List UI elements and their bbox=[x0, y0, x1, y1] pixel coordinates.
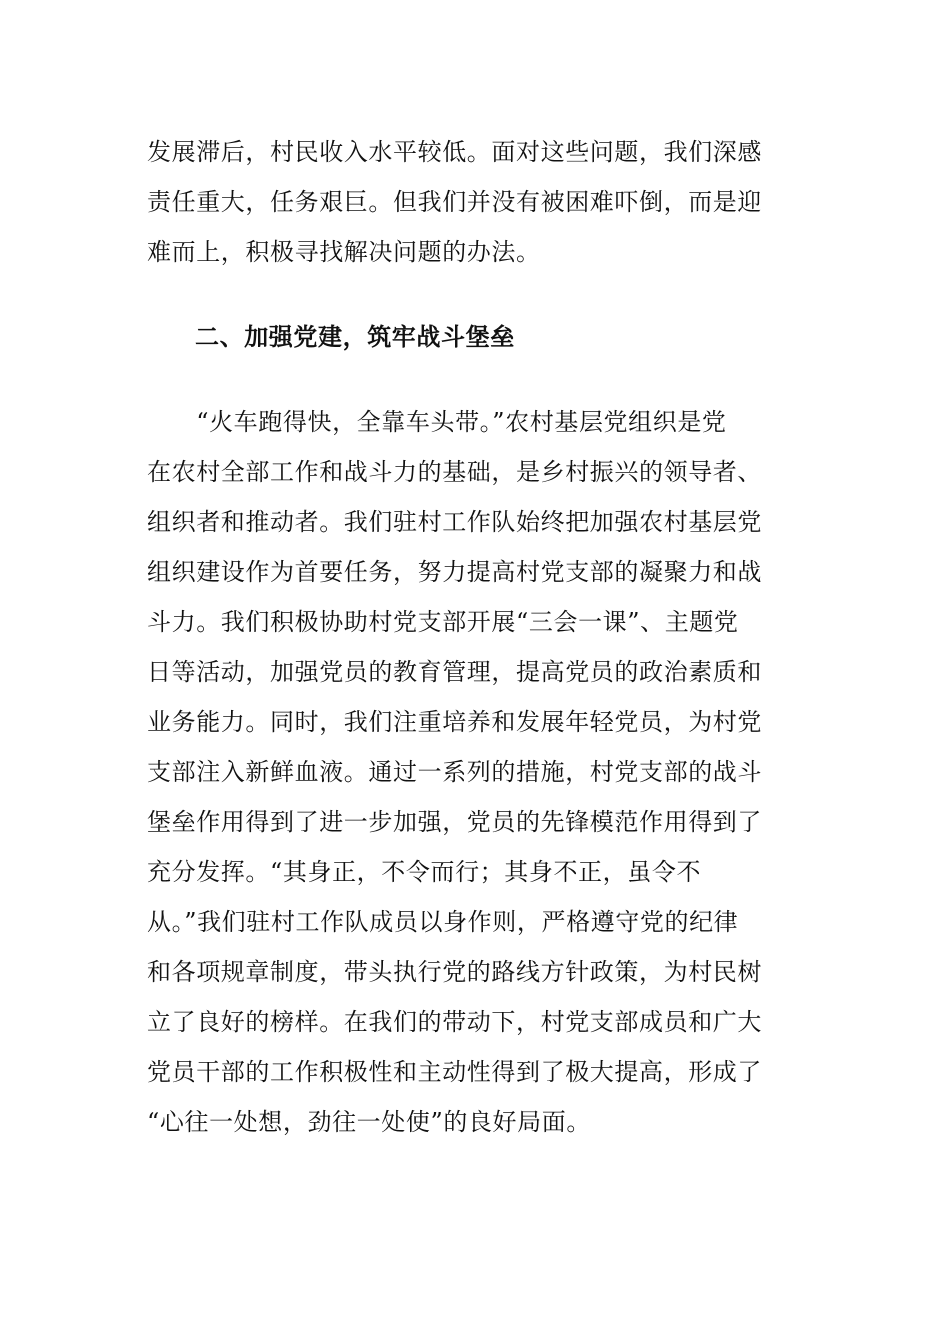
section-heading: 二、加强党建，筑牢战斗堡垒 bbox=[195, 322, 515, 351]
paragraph-line: 日等活动，加强党员的教育管理，提高党员的政治素质和 bbox=[147, 658, 762, 686]
paragraph-line: 责任重大，任务艰巨。但我们并没有被困难吓倒，而是迎 bbox=[147, 188, 762, 216]
paragraph-line: “火车跑得快，全靠车头带。”农村基层党组织是党 bbox=[147, 408, 727, 436]
paragraph-line: “心往一处想，劲往一处使”的良好局面。 bbox=[147, 1108, 591, 1136]
paragraph-line: 立了良好的榜样。在我们的带动下，村党支部成员和广大 bbox=[147, 1008, 762, 1036]
paragraph-line: 和各项规章制度，带头执行党的路线方针政策，为村民树 bbox=[147, 958, 762, 986]
paragraph-line: 充分发挥。“其身正，不令而行；其身不正，虽令不 bbox=[147, 858, 702, 886]
paragraph-line: 业务能力。同时，我们注重培养和发展年轻党员，为村党 bbox=[147, 708, 762, 736]
paragraph-line: 从。”我们驻村工作队成员以身作则，严格遵守党的纪律 bbox=[147, 908, 739, 936]
paragraph-line: 堡垒作用得到了进一步加强，党员的先锋模范作用得到了 bbox=[147, 808, 762, 836]
paragraph-line: 党员干部的工作积极性和主动性得到了极大提高，形成了 bbox=[147, 1058, 762, 1086]
paragraph-line: 难而上，积极寻找解决问题的办法。 bbox=[147, 238, 541, 266]
paragraph-line: 斗力。我们积极协助村党支部开展“三会一课”、主题党 bbox=[147, 608, 739, 636]
paragraph-line: 支部注入新鲜血液。通过一系列的措施，村党支部的战斗 bbox=[147, 758, 762, 786]
paragraph-line: 组织者和推动者。我们驻村工作队始终把加强农村基层党 bbox=[147, 508, 762, 536]
paragraph-line: 发展滞后，村民收入水平较低。面对这些问题，我们深感 bbox=[147, 138, 762, 166]
paragraph-line: 组织建设作为首要任务，努力提高村党支部的凝聚力和战 bbox=[147, 558, 762, 586]
paragraph-line: 在农村全部工作和战斗力的基础，是乡村振兴的领导者、 bbox=[147, 458, 762, 486]
